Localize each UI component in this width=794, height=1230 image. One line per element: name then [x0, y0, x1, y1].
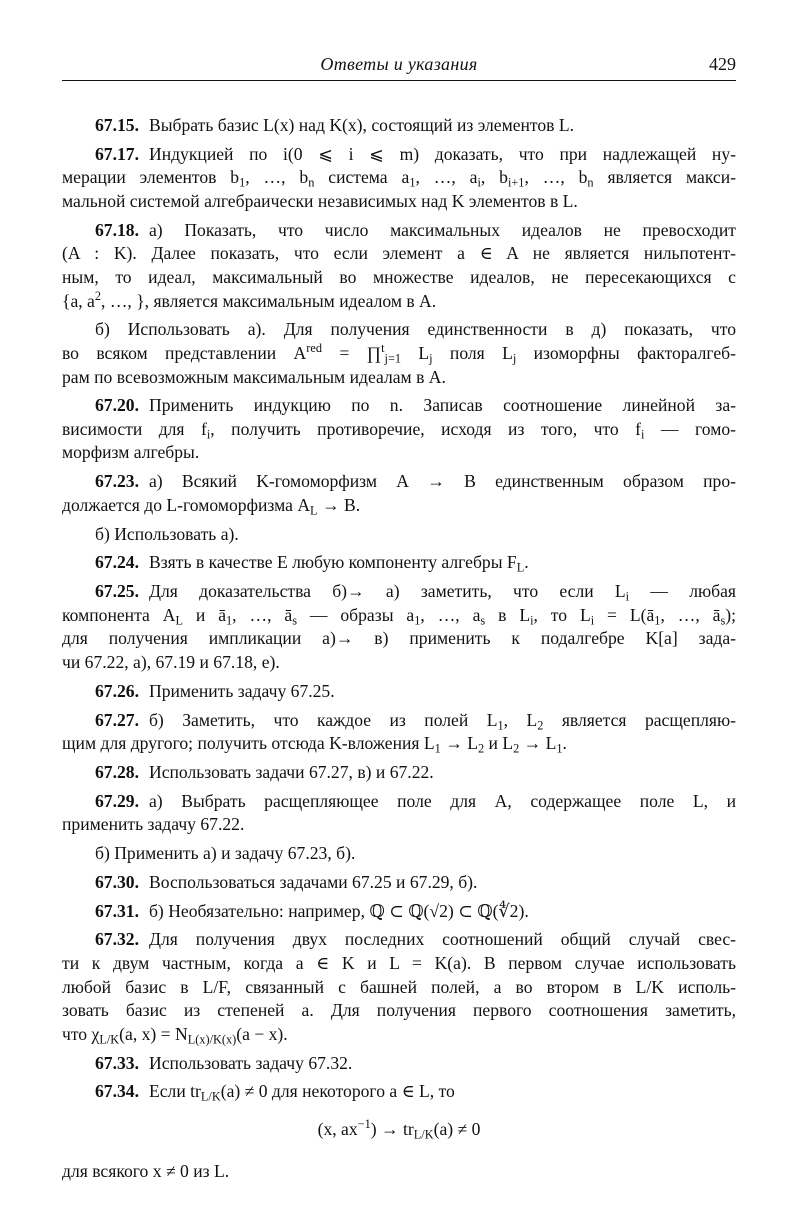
answer-line	[62, 166, 736, 190]
running-title: Ответы и указания	[320, 54, 478, 74]
answer-line	[62, 290, 736, 314]
answer-text: мерации элементов $b_1$, …, $b_n$ система $a_1$, …, $a_i$, $b_{i+1}$, …, $b_n$ является макси-	[62, 167, 737, 191]
answer-item	[62, 871, 736, 895]
answer-item	[62, 394, 736, 465]
answer-item	[62, 143, 736, 214]
final-line: для всякого x ≠ 0 из L.	[62, 1160, 230, 1181]
answer-text: Для доказательства б)→ а) заметить, что если $L_i$ — любая	[148, 581, 737, 604]
answer-item	[62, 900, 736, 924]
answer-line	[62, 900, 736, 924]
answer-line	[62, 494, 736, 518]
answer-text: б) Использовать а). Для получения единственности в д) показать, что	[95, 319, 736, 340]
answer-line	[62, 976, 736, 1000]
answer-line	[62, 143, 736, 167]
answer-line	[62, 999, 736, 1023]
answer-line	[62, 318, 736, 342]
answer-item	[62, 1080, 736, 1104]
answer-text: должается до L-гомоморфизма $A_L \to B$.	[62, 494, 361, 518]
answer-line	[62, 418, 736, 442]
answer-line	[62, 266, 736, 290]
answer-text: Воспользоваться задачами 67.25 и 67.29, б).	[148, 871, 478, 892]
page-number: 429	[709, 54, 736, 74]
answer-text: {a, $a^2$, …, }, является максимальным идеалом в A.	[62, 288, 437, 311]
answer-text: б) Использовать а).	[95, 523, 239, 544]
answer-item	[62, 761, 736, 785]
answer-number: 67.24.	[95, 552, 139, 573]
answer-text: рам по всевозможным максимальным идеалам в A.	[62, 366, 446, 387]
answer-text: мальной системой алгебраически независимых над K элементов в L.	[62, 190, 578, 211]
answer-number: 67.34.	[95, 1081, 139, 1102]
answer-number: 67.33.	[95, 1052, 139, 1073]
answer-subitem	[62, 318, 736, 389]
answer-number: 67.31.	[95, 900, 139, 921]
answer-line	[62, 627, 736, 651]
answer-text: применить задачу 67.22.	[62, 814, 245, 835]
answer-item	[62, 470, 736, 517]
answer-line	[62, 651, 736, 675]
answer-text: Использовать задачу 67.32.	[148, 1052, 353, 1073]
answer-line	[62, 604, 736, 628]
answer-item	[62, 680, 736, 704]
answer-text: для получения импликации а)→ в) применить к подалгебре K[a] зада-	[62, 628, 736, 649]
answer-number: 67.32.	[95, 929, 139, 950]
answer-text: висимости для $f_i$, получить противоречие, исходя из того, что $f_i$ — гомо-	[62, 418, 736, 442]
answer-number: 67.18.	[95, 219, 139, 240]
answer-text: Для получения двух последних соотношений общий случай свес-	[148, 929, 736, 950]
answer-text: (A : K). Далее показать, что если элемент a ∈ A не является нильпотент-	[62, 243, 736, 264]
answer-line	[62, 952, 736, 976]
answer-line	[62, 470, 736, 494]
answer-text: б) Заметить, что каждое из полей $L_1$, $L_2$ является расщепляю-	[148, 709, 736, 733]
page-header	[62, 52, 736, 81]
answer-line	[62, 441, 736, 465]
answer-number: 67.23.	[95, 471, 139, 492]
answer-text: Выбрать базис L(x) над K(x), состоящий из элементов L.	[148, 115, 575, 135]
answer-line	[62, 709, 736, 733]
answer-text: Взять в качестве E любую компоненту алгебры $F_L$.	[148, 552, 529, 576]
answer-text: морфизм алгебры.	[62, 442, 200, 463]
answer-text: Применить индукцию по n. Записав соотношение линейной за-	[148, 395, 736, 416]
answer-number: 67.28.	[95, 761, 139, 782]
answer-subitem	[62, 842, 736, 866]
answer-number: 67.26.	[95, 680, 139, 701]
answer-text: а) Показать, что число максимальных идеалов не превосходит	[148, 219, 736, 240]
answer-line	[62, 1052, 736, 1076]
answer-line	[62, 1023, 736, 1047]
answer-text: щим для другого; получить отсюда K-вложения $L_1 \to L_2$ и $L_2 \to L_1$.	[62, 733, 567, 756]
answer-number: 67.27.	[95, 709, 139, 730]
answer-text: Применить задачу 67.25.	[148, 680, 335, 701]
answer-text: во всяком представлении $A^{red}$ = ∏$^t_{j=1}$ $L_j$ поля $L_j$ изоморфны факторалгеб-	[62, 341, 736, 366]
answer-text: чи 67.22, а), 67.19 и 67.18, е).	[62, 651, 280, 672]
answer-line	[62, 242, 736, 266]
answer-text: компонента $A_L$ и $ā_1$, …, $ā_s$ — образы $a_1$, …, $a_s$ в $L_i$, то $L_i$ = $L(ā_1$, …, $ā_s$);	[62, 604, 737, 628]
answers-body	[62, 114, 736, 1183]
answer-line	[62, 1080, 736, 1104]
answer-line	[62, 219, 736, 243]
answer-line	[62, 114, 736, 138]
answer-line	[62, 190, 736, 214]
answer-text: б) Необязательно: например, ℚ ⊂ ℚ(√2) ⊂ ℚ(∜2).	[148, 900, 529, 921]
answer-line	[62, 580, 736, 604]
answer-item	[62, 790, 736, 837]
answer-line	[62, 366, 736, 390]
answer-item	[62, 1052, 736, 1076]
display-formula: (x, $ax^{-1}) \to tr_{L/K}(a) \ne 0$	[317, 1117, 481, 1142]
answer-number: 67.15.	[95, 115, 139, 135]
answer-text: зовать базис из степеней a. Для получения первого соотношения заметить,	[62, 1000, 736, 1021]
answer-line	[62, 551, 736, 575]
answer-text: ным, то идеал, максимальный во множестве идеалов, не пересекающихся с	[62, 266, 736, 287]
answer-line	[62, 842, 736, 866]
answer-line	[62, 394, 736, 418]
answer-number: 67.20.	[95, 395, 139, 416]
answer-line	[62, 871, 736, 895]
answer-number: 67.30.	[95, 871, 139, 892]
answer-text: любой базис в L/F, связанный с башней полей, а во втором в L/K исполь-	[62, 976, 736, 997]
answer-line	[62, 523, 736, 547]
answer-item	[62, 928, 736, 1046]
answer-text: ти к двум частным, когда a ∈ K и L = K(a). В первом случае использовать	[62, 953, 736, 973]
answer-line	[62, 813, 736, 837]
answer-text: а) Всякий K-гомоморфизм A → B единственным образом про-	[148, 471, 736, 492]
answer-line	[62, 680, 736, 704]
answer-text: Если $tr_{L/K}(a) \ne 0$ для некоторого a ∈ L, то	[148, 1081, 455, 1105]
answer-line	[62, 790, 736, 814]
answer-item	[62, 219, 736, 313]
answer-text: Индукцией по i(0 ⩽ i ⩽ m) доказать, что при надлежащей ну-	[148, 143, 736, 164]
answer-item	[62, 114, 736, 138]
answer-number: 67.17.	[95, 143, 139, 164]
answer-text: б) Применить а) и задачу 67.23, б).	[95, 843, 356, 864]
answer-line	[62, 761, 736, 785]
answer-line	[62, 928, 736, 952]
answer-text: Использовать задачи 67.27, в) и 67.22.	[148, 761, 434, 782]
answer-item	[62, 580, 736, 674]
answer-line	[62, 342, 736, 366]
answer-number: 67.29.	[95, 790, 139, 811]
answer-text: а) Выбрать расщепляющее поле для A, содержащее поле L, и	[148, 790, 736, 811]
answer-item	[62, 709, 736, 756]
answer-number: 67.25.	[95, 581, 139, 602]
answer-text: что $\chi_{L/K}(a$, $x) = N_{L(x)/K(x)}(a - x)$.	[62, 1023, 288, 1047]
answer-item	[62, 551, 736, 575]
answer-subitem	[62, 523, 736, 547]
answer-line	[62, 732, 736, 756]
